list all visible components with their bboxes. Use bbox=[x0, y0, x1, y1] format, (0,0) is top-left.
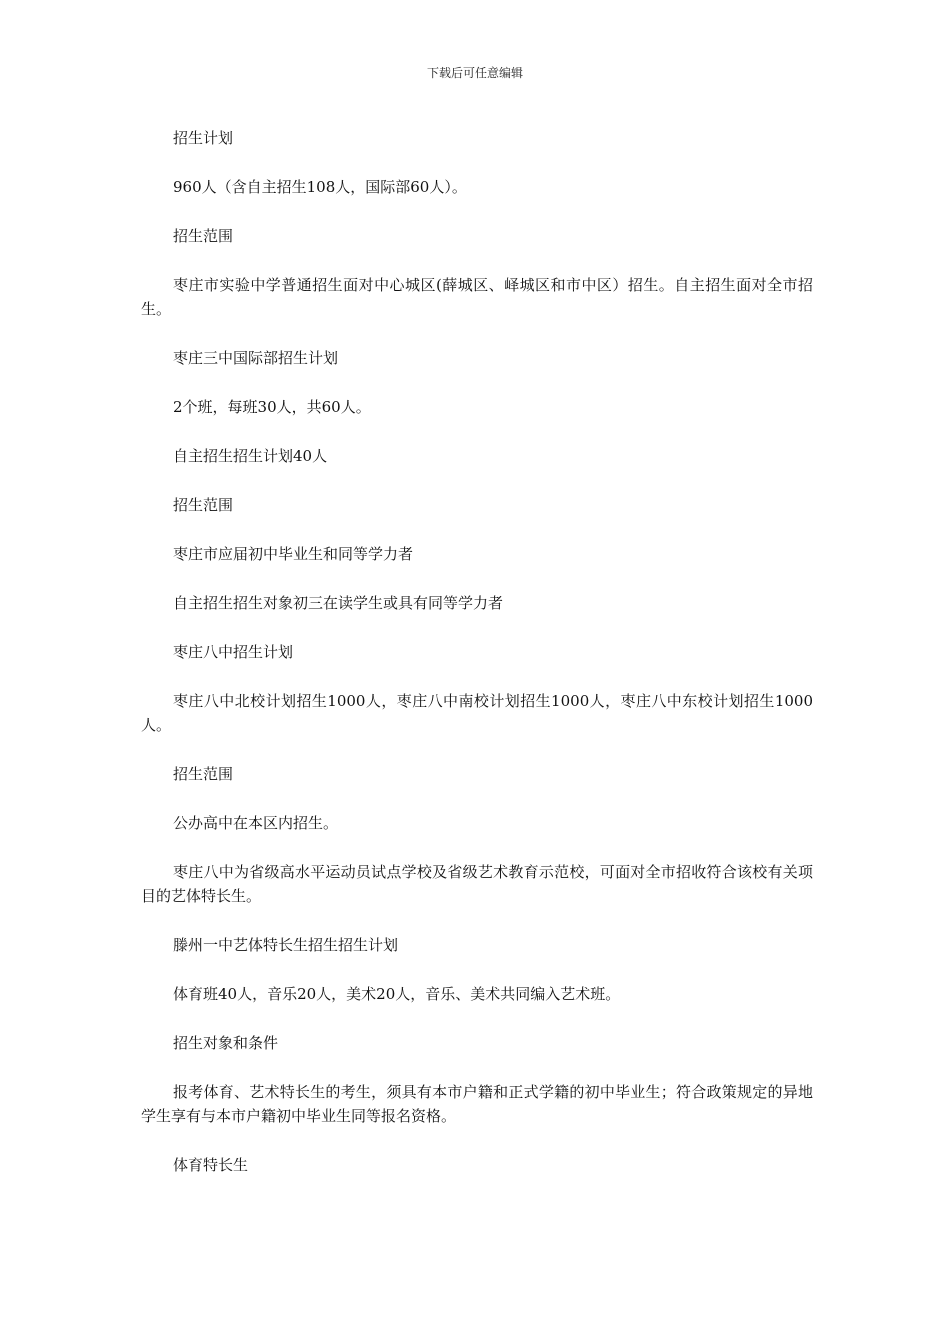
paragraph: 招生计划 bbox=[173, 129, 234, 147]
paragraph: 枣庄市应届初中毕业生和同等学力者 bbox=[173, 545, 414, 563]
paragraph: 招生范围 bbox=[173, 765, 234, 783]
paragraph: 招生范围 bbox=[173, 496, 234, 514]
paragraph: 枣庄八中招生计划 bbox=[173, 643, 294, 661]
paragraph: 自主招生招生对象初三在读学生或具有同等学力者 bbox=[173, 594, 504, 612]
paragraph: 枣庄八中北校计划招生1000人，枣庄八中南校计划招生1000人，枣庄八中东校计划招生1000人。 bbox=[141, 692, 813, 734]
paragraph: 960人（含自主招生108人，国际部60人）。 bbox=[173, 178, 467, 196]
paragraph: 报考体育、艺术特长生的考生，须具有本市户籍和正式学籍的初中毕业生；符合政策规定的异地学生享有与本市户籍初中毕业生同等报名资格。 bbox=[141, 1083, 813, 1125]
paragraph: 招生对象和条件 bbox=[173, 1034, 279, 1052]
paragraph: 2个班，每班30人，共60人。 bbox=[173, 398, 371, 416]
paragraph: 招生范围 bbox=[173, 227, 234, 245]
paragraph: 体育班40人，音乐20人，美术20人，音乐、美术共同编入艺术班。 bbox=[173, 985, 621, 1003]
paragraph: 体育特长生 bbox=[173, 1156, 249, 1174]
paragraph: 滕州一中艺体特长生招生招生计划 bbox=[173, 936, 399, 954]
paragraph: 自主招生招生计划40人 bbox=[173, 447, 328, 465]
paragraph: 枣庄三中国际部招生计划 bbox=[173, 349, 339, 367]
document-body bbox=[141, 126, 813, 1177]
page-header-note: 下载后可任意编辑 bbox=[426, 66, 523, 80]
paragraph: 公办高中在本区内招生。 bbox=[173, 814, 339, 832]
paragraph: 枣庄市实验中学普通招生面对中心城区(薛城区、峄城区和市中区）招生。自主招生面对全市招生。 bbox=[141, 276, 813, 318]
paragraph: 枣庄八中为省级高水平运动员试点学校及省级艺术教育示范校，可面对全市招收符合该校有关项目的艺体特长生。 bbox=[141, 863, 813, 905]
